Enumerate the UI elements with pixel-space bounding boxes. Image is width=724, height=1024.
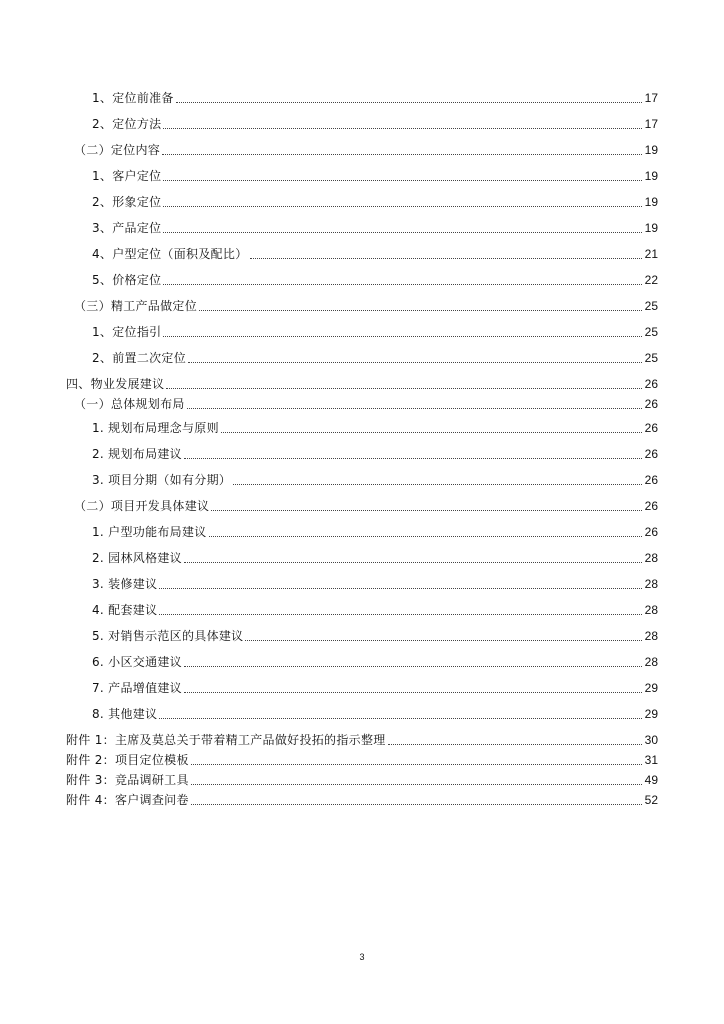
toc-entry-page: 49 — [644, 773, 658, 787]
toc-entry-page: 17 — [644, 91, 658, 105]
toc-entry-title: 附件 2：项目定位模板 — [66, 753, 189, 767]
toc-entry-title: 2. 规划布局建议 — [92, 447, 182, 461]
toc-entry[interactable] — [92, 626, 658, 646]
toc-entry[interactable] — [74, 296, 658, 316]
toc-entry-page: 26 — [644, 473, 658, 487]
toc-entry-page: 25 — [644, 299, 658, 313]
toc-entry-page: 17 — [644, 117, 658, 131]
toc-entry-page: 26 — [644, 397, 658, 411]
toc-entry[interactable] — [66, 750, 658, 770]
toc-entry-title: （二）定位内容 — [74, 143, 161, 157]
page-number: 3 — [359, 952, 365, 962]
dot-leader — [184, 665, 642, 667]
toc-entry[interactable] — [92, 470, 658, 490]
toc-entry[interactable] — [92, 652, 658, 672]
toc-entry-page: 26 — [644, 447, 658, 461]
dot-leader — [233, 483, 641, 485]
dot-leader — [188, 361, 642, 363]
toc-entry[interactable] — [92, 678, 658, 698]
toc-entry-page: 29 — [644, 681, 658, 695]
toc-entry[interactable] — [92, 704, 658, 724]
toc-entry-page: 26 — [644, 421, 658, 435]
dot-leader — [162, 153, 642, 155]
toc-entry-page: 22 — [644, 273, 658, 287]
toc-entry-page: 28 — [644, 629, 658, 643]
toc-entry[interactable] — [92, 114, 658, 134]
dot-leader — [388, 743, 642, 745]
toc-entry-title: 2. 园林风格建议 — [92, 551, 182, 565]
dot-leader — [191, 783, 642, 785]
toc-entry[interactable] — [92, 322, 658, 342]
toc-entry[interactable] — [92, 244, 658, 264]
toc-entry-title: 附件 4：客户调查问卷 — [66, 793, 189, 807]
toc-entry[interactable] — [92, 88, 658, 108]
toc-entry-title: 附件 3：竞品调研工具 — [66, 773, 189, 787]
toc-entry-title: 5、价格定位 — [92, 273, 162, 287]
dot-leader — [163, 283, 641, 285]
toc-entry-title: 4、户型定位（面积及配比） — [92, 247, 248, 261]
toc-entry[interactable] — [92, 270, 658, 290]
dot-leader — [163, 335, 641, 337]
dot-leader — [191, 803, 642, 805]
dot-leader — [163, 205, 641, 207]
dot-leader — [211, 509, 641, 511]
toc-entry[interactable] — [92, 348, 658, 368]
toc-entry-title: 4. 配套建议 — [92, 603, 158, 617]
toc-entry-title: （一）总体规划布局 — [74, 397, 185, 411]
toc-entry-page: 31 — [644, 753, 658, 767]
dot-leader — [166, 387, 641, 389]
toc-entry-title: 2、前置二次定位 — [92, 351, 187, 365]
dot-leader — [163, 231, 641, 233]
toc-entry-title: 四、物业发展建议 — [66, 377, 165, 391]
toc-entry[interactable] — [74, 140, 658, 160]
toc-entry[interactable] — [92, 218, 658, 238]
toc-entry-page: 28 — [644, 577, 658, 591]
toc-entry-page: 28 — [644, 551, 658, 565]
toc-entry-page: 19 — [644, 169, 658, 183]
toc-entry-page: 26 — [644, 499, 658, 513]
toc-entry-page: 30 — [644, 733, 658, 747]
toc-entry-title: 1. 户型功能布局建议 — [92, 525, 207, 539]
dot-leader — [159, 717, 641, 719]
toc-entry-page: 21 — [644, 247, 658, 261]
toc-entry-page: 25 — [644, 351, 658, 365]
dot-leader — [163, 127, 641, 129]
toc-entry-page: 19 — [644, 221, 658, 235]
dot-leader — [184, 457, 642, 459]
dot-leader — [159, 613, 641, 615]
dot-leader — [221, 431, 642, 433]
toc-entry[interactable] — [74, 394, 658, 414]
toc-entry-title: （三）精工产品做定位 — [74, 299, 198, 313]
toc-entry[interactable] — [92, 418, 658, 438]
toc-entry[interactable] — [92, 548, 658, 568]
toc-entry-page: 26 — [644, 377, 658, 391]
toc-entry[interactable] — [92, 574, 658, 594]
toc-entry[interactable] — [66, 730, 658, 750]
toc-entry-title: 1. 规划布局理念与原则 — [92, 421, 219, 435]
toc-entry-title: 2、形象定位 — [92, 195, 162, 209]
toc-entry[interactable] — [74, 496, 658, 516]
toc-entry-title: 6. 小区交通建议 — [92, 655, 182, 669]
toc-entry[interactable] — [66, 374, 658, 394]
dot-leader — [187, 407, 642, 409]
toc-entry-title: 附件 1：主席及莫总关于带着精工产品做好投拓的指示整理 — [66, 733, 386, 747]
toc-entry-page: 28 — [644, 603, 658, 617]
toc-entry-title: 5. 对销售示范区的具体建议 — [92, 629, 244, 643]
toc-entry-title: 1、定位指引 — [92, 325, 162, 339]
toc-entry-title: 7. 产品增值建议 — [92, 681, 182, 695]
toc-entry-title: 8. 其他建议 — [92, 707, 158, 721]
toc-entry[interactable] — [92, 522, 658, 542]
toc-entry-page: 52 — [644, 793, 658, 807]
dot-leader — [191, 763, 642, 765]
toc-entry-page: 28 — [644, 655, 658, 669]
toc-entry-title: 3. 装修建议 — [92, 577, 158, 591]
dot-leader — [250, 257, 642, 259]
toc-entry-title: 3. 项目分期（如有分期） — [92, 473, 232, 487]
dot-leader — [163, 179, 641, 181]
toc-entry-page: 25 — [644, 325, 658, 339]
toc-entry-page: 19 — [644, 143, 658, 157]
toc-entry-title: 1、定位前准备 — [92, 91, 174, 105]
toc-entry-title: （二）项目开发具体建议 — [74, 499, 210, 513]
toc-entry[interactable] — [92, 444, 658, 464]
toc-entry-page: 29 — [644, 707, 658, 721]
toc-entry[interactable] — [92, 166, 658, 186]
toc-entry[interactable] — [92, 600, 658, 620]
dot-leader — [184, 691, 642, 693]
toc-entry[interactable] — [66, 790, 658, 810]
toc-entry-page: 26 — [644, 525, 658, 539]
dot-leader — [159, 587, 641, 589]
toc-entry-page: 19 — [644, 195, 658, 209]
dot-leader — [199, 309, 642, 311]
toc-entry-title: 1、客户定位 — [92, 169, 162, 183]
toc-entry[interactable] — [66, 770, 658, 790]
dot-leader — [176, 101, 642, 103]
dot-leader — [245, 639, 641, 641]
dot-leader — [184, 561, 642, 563]
toc-entry-title: 2、定位方法 — [92, 117, 162, 131]
toc-entry[interactable] — [92, 192, 658, 212]
toc-entry-title: 3、产品定位 — [92, 221, 162, 235]
dot-leader — [209, 535, 642, 537]
